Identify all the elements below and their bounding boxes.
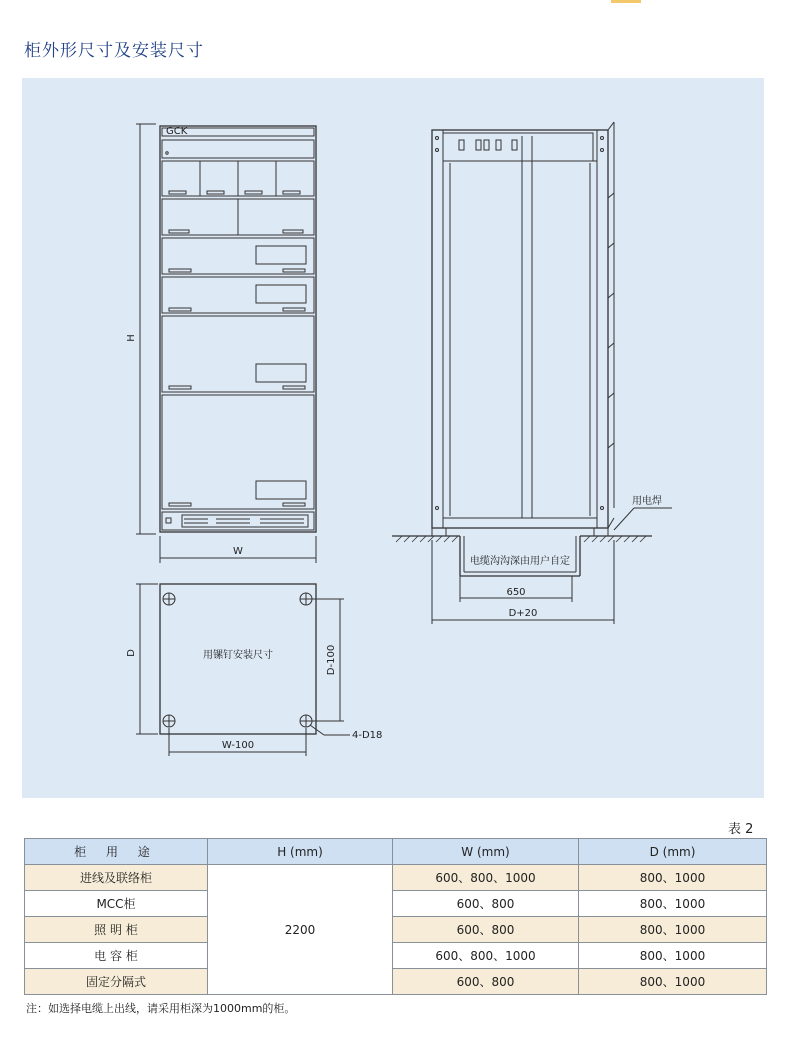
row-d: 800、1000: [579, 865, 767, 891]
header-h: H (mm): [208, 839, 393, 865]
label-holes: 4-D18: [352, 730, 383, 741]
row-d: 800、1000: [579, 891, 767, 917]
row-use: 进线及联络柜: [25, 865, 208, 891]
table-row: [25, 943, 767, 969]
label-d-plus-20: D+20: [508, 608, 538, 619]
row-use: 照 明 柜: [25, 917, 208, 943]
label-trench: 电缆沟沟深由用户自定: [470, 556, 570, 567]
header-w: W (mm): [393, 839, 579, 865]
side-view-cabinet: [432, 130, 608, 528]
row-w: 600、800: [393, 969, 579, 995]
row-use: 固定分隔式: [25, 969, 208, 995]
table-caption: 表 2: [728, 822, 754, 837]
row-use: 电 容 柜: [25, 943, 208, 969]
footnote: 注：如选择电缆上出线，请采用柜深为1000mm的柜。: [26, 1002, 296, 1015]
label-w-minus-100: W-100: [221, 740, 255, 751]
label-h: H: [126, 334, 137, 342]
header-d: D (mm): [579, 839, 767, 865]
row-d: 800、1000: [579, 969, 767, 995]
row-w: 600、800、1000: [393, 943, 579, 969]
label-w: W: [233, 546, 243, 557]
table-header-row: [25, 839, 767, 865]
row-d: 800、1000: [579, 917, 767, 943]
label-d: D: [126, 649, 137, 657]
row-w: 600、800: [393, 917, 579, 943]
row-d: 800、1000: [579, 943, 767, 969]
row-use: MCC柜: [25, 891, 208, 917]
label-650: 650: [506, 587, 526, 598]
table-row: [25, 917, 767, 943]
table-row: [25, 891, 767, 917]
drawing-panel: [22, 78, 764, 798]
front-nameplate: GCK: [166, 126, 188, 137]
row-w: 600、800: [393, 891, 579, 917]
page-corner-accent: [611, 0, 641, 3]
technical-drawing: [22, 78, 764, 798]
row-w: 600、800、1000: [393, 865, 579, 891]
label-weld: 用电焊: [632, 496, 662, 507]
section-title: 柜外形尺寸及安装尺寸: [24, 41, 204, 61]
header-use: 柜 用 途: [25, 839, 208, 865]
label-d-minus-100: D-100: [326, 644, 337, 676]
spec-table: [24, 838, 767, 995]
label-mount-note: 用镙钉安装尺寸: [203, 650, 273, 661]
h-value: 2200: [208, 865, 393, 995]
table-row: [25, 969, 767, 995]
table-row: [25, 865, 767, 891]
